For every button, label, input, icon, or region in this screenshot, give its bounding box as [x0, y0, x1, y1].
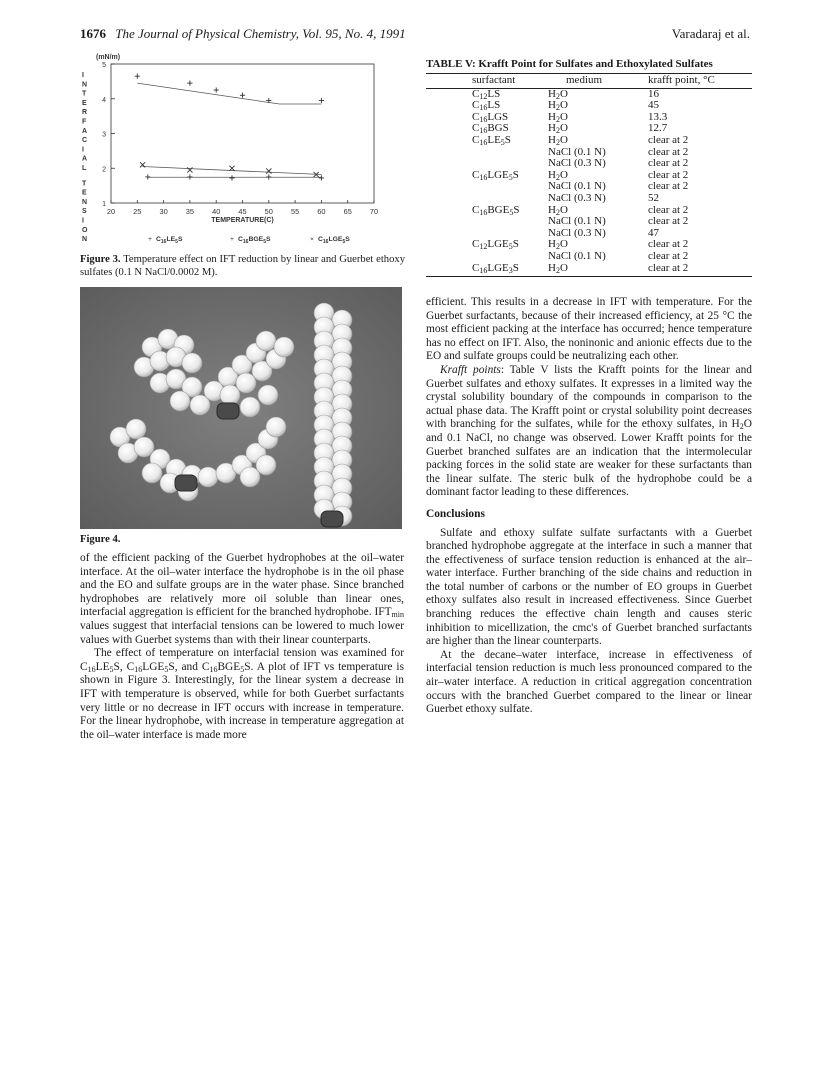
x-tick-label: 20: [106, 207, 116, 216]
legend-entry-C16LE5S: + $C_{16}LE_5S$: [148, 236, 183, 245]
model-atom-ball: [256, 455, 276, 475]
model-atom-ball: [258, 385, 278, 405]
model-atom-ball: [182, 353, 202, 373]
paragraph: Krafft points: Table V lists the Krafft points for the linear and Guerbet sulfates and ethoxy sulfates. It expresses in a limited way the crystal solubility boundary of the compounds in comparison to the actual phase data. The Krafft point or crystal solubility point decreases with branching for the sulfates, while for the ethoxy sulfates, in $H_2O$ and 0.1 NaCl, no change was observed. Lower Krafft points for the Guerbet branched sulfates are an indication that the intermolecular packing forces in the solid state are weaker for these surfactants than the linear sulfate. The steric bulk of the hydrophobe could be a dominant factor leading to these differences.: [426, 363, 752, 499]
y-axis-label-letter: I: [82, 217, 84, 225]
medium-cell: $H_2O$: [548, 263, 648, 277]
left-column-text: [80, 552, 404, 742]
y-tick-label: 1: [102, 201, 106, 208]
y-axis-label-letter: I: [82, 146, 84, 154]
data-point-C16BGE5S: [266, 174, 271, 179]
running-header: [80, 26, 750, 46]
model-atom-ball: [256, 331, 276, 351]
data-point-C16LGE5S: [266, 168, 271, 173]
data-point-C16LE5S: [135, 74, 140, 79]
x-axis-label: TEMPERATURE(C): [211, 217, 274, 224]
column-header: krafft point, °C: [648, 74, 752, 89]
krafft-point-cell: clear at 2: [648, 215, 689, 228]
table-caption: TABLE V: Krafft Point for Sulfates and Ethoxylated Sulfates: [426, 58, 713, 70]
paragraph: of the efficient packing of the Guerbet hydrophobes at the oil–water interface. At the oil–water interface the hydrophobe is in the oil phase and the EO and sulfate groups are in the water phase. Since branched hydrophobes are relatively more oil soluble than linear ones, interfacial aggregation is efficient for the branched hydrophobe. $IFT_{min}$ values suggest that interfacial tensions can be lowered to much lower values with Guerbet systems than with their linear counterparts.: [80, 552, 404, 646]
medium-cell: $H_2O$: [548, 238, 568, 252]
figure-4-photo: [80, 287, 402, 529]
y-axis-label-letter: R: [82, 109, 88, 117]
krafft-point-cell: clear at 2: [648, 238, 689, 251]
legend-entry-C16BGE5S: + $C_{16}BGE_5S$: [230, 236, 271, 245]
x-tick-label: 65: [343, 207, 352, 216]
y-axis-label-letter: T: [82, 180, 87, 188]
molecular-model-photo: [80, 287, 402, 529]
trend-line-C16LE5S: [137, 83, 321, 104]
surfactant-cell: $C_{16}LGE_3S$: [426, 263, 548, 277]
krafft-point-cell: 13.3: [648, 110, 668, 123]
data-point-C16LE5S: [319, 98, 324, 103]
krafft-point-cell: clear at 2: [648, 157, 689, 170]
figure-3-caption-label: Figure 3.: [80, 254, 121, 265]
table-row: [426, 216, 752, 228]
model-atom-ball: [274, 337, 294, 357]
krafft-point-cell: 52: [648, 191, 659, 204]
krafft-point-cell: clear at 2: [648, 133, 689, 146]
y-axis-label-letter: N: [82, 236, 88, 244]
journal-name: The Journal of Physical Chemistry, Vol. 95, No. 4, 1991: [115, 26, 406, 41]
medium-cell: NaCl (0.1 N): [548, 145, 606, 158]
table-row: [426, 158, 752, 170]
surfactant-cell: $C_{16}LGE_5S$: [472, 168, 519, 182]
page-number: 1676: [80, 26, 106, 41]
legend-entry-C16LGE5S: × $C_{16}LGE_5S$: [310, 236, 350, 245]
table-row: [426, 135, 752, 147]
surfactant-cell: $C_{16}LGS$: [472, 110, 509, 124]
figure-4-caption: Figure 4.: [80, 534, 121, 545]
krafft-point-table: [426, 73, 752, 277]
table-5: [426, 58, 752, 277]
model-atom-ball: [170, 391, 190, 411]
model-head-group: [217, 403, 239, 419]
y-tick-label: 4: [102, 96, 106, 104]
krafft-point-cell: clear at 2: [648, 249, 689, 262]
y-axis-label-letter: I: [82, 72, 84, 79]
y-axis-label-letter: N: [82, 81, 88, 89]
surfactant-cell: $C_{12}LGE_5S$: [472, 238, 519, 252]
paragraph: At the decane–water interface, increase in effectiveness of interfacial tension reduction is much less pronounced compared to the air–water interface. A reduction in critical aggregation concentration occurs with the branched Guerbet compared to the linear or linear Guerbet ethoxy sulfate.: [426, 648, 752, 716]
figure-3-caption-text: Temperature effect on IFT reduction by linear and Guerbet ethoxy sulfates (0.1 N NaCl/0.0002 M).: [80, 254, 405, 278]
medium-cell: NaCl (0.3 N): [548, 191, 606, 204]
medium-cell: $H_2O$: [548, 133, 568, 147]
surfactant-cell: [426, 251, 548, 263]
model-atom-ball: [240, 397, 260, 417]
medium-cell: NaCl (0.1 N): [548, 180, 606, 193]
data-point-C16BGE5S: [145, 174, 150, 179]
surfactant-cell: $C_{16}LE_5S$: [472, 133, 511, 147]
surfactant-cell: [426, 216, 548, 228]
x-tick-label: 70: [369, 207, 379, 216]
medium-cell: $H_2O$: [548, 203, 568, 217]
medium-cell: NaCl (0.1 N): [548, 215, 606, 228]
data-point-C16LGE5S: [229, 166, 234, 171]
surfactant-cell: [426, 158, 548, 170]
paragraph: efficient. This results in a decrease in IFT with temperature. For the Guerbet surfactants, because of their increased efficiency, at 25 °C the most efficient packing at the interface has occurred; hence temperature has no effect on IFT. Also, the noninonic and anionic effects due to the EO and sulfate groups could be neutralizing each other.: [426, 296, 752, 363]
medium-cell: NaCl (0.3 N): [548, 226, 606, 239]
surfactant-cell: [426, 193, 548, 205]
krafft-point-cell: clear at 2: [648, 180, 689, 193]
medium-cell: $H_2O$: [548, 168, 568, 182]
data-point-C16BGE5S: [229, 175, 234, 180]
y-axis-label-letter: L: [82, 165, 87, 172]
model-atom-ball: [142, 463, 162, 483]
model-head-group: [321, 511, 343, 527]
data-point-C16LE5S: [187, 81, 192, 86]
model-atom-ball: [198, 467, 218, 487]
table-row: [426, 193, 752, 205]
surfactant-cell: $C_{12}LS$: [472, 87, 501, 101]
figure-3-caption: [80, 254, 405, 279]
krafft-point-cell: 47: [648, 226, 659, 239]
section-heading-conclusions: Conclusions: [426, 507, 485, 520]
column-header: medium: [548, 74, 648, 89]
column-header: surfactant: [426, 74, 548, 89]
surfactant-cell: [426, 181, 548, 193]
y-tick-label: 2: [102, 166, 106, 174]
medium-cell: $H_2O$: [548, 87, 568, 101]
y-axis-label-letter: N: [82, 198, 88, 206]
krafft-point-cell: clear at 2: [648, 203, 689, 216]
y-tick-label: 5: [102, 62, 106, 69]
data-point-C16LGE5S: [187, 167, 192, 172]
y-tick-label: 3: [102, 131, 106, 139]
x-tick-label: 50: [264, 207, 273, 216]
x-tick-label: 45: [238, 207, 247, 216]
medium-cell: NaCl (0.3 N): [548, 157, 606, 170]
medium-cell: NaCl (0.1 N): [548, 249, 606, 262]
data-point-C16LE5S: [240, 93, 245, 98]
krafft-point-cell: clear at 2: [648, 168, 689, 181]
model-atom-ball: [126, 419, 146, 439]
krafft-point-cell: 45: [648, 99, 659, 112]
paragraph: The effect of temperature on interfacial tension was examined for $C_{16}LE_5S$, $C_{16}LGE_5S$, and $C_{16}BGE_5S$. A plot of IFT vs temperature is shown in Figure 3. Interestingly, for the linear system a decrease in IFT with temperature is observed, while for both Guerbet surfactants very little or no decrease in IFT occurs with increase in temperature. For the linear hydrophobe, with increase in temperature aggregation at the oil–water interface is made more: [80, 647, 404, 741]
surfactant-cell: $C_{16}BGS$: [472, 122, 509, 136]
krafft-point-cell: 12.7: [648, 122, 668, 135]
y-axis-label-letter: C: [82, 137, 88, 145]
y-axis-unit: (mN/m): [96, 54, 121, 61]
medium-cell: $H_2O$: [548, 110, 568, 124]
medium-cell: $H_2O$: [548, 99, 568, 113]
ift-temperature-plot: [78, 50, 408, 282]
y-axis-label-letter: O: [82, 226, 88, 234]
y-axis-label-letter: A: [82, 127, 88, 135]
y-axis-label-letter: F: [82, 118, 87, 126]
y-axis-label-letter: A: [82, 155, 88, 163]
y-axis-label-letter: E: [82, 99, 87, 107]
table-row: [426, 251, 752, 263]
paragraph: Sulfate and ethoxy sulfate sulfate surfactants with a Guerbet branched hydrophobe aggregate at the interface in such a manner that the effectiveness of surface tension reduction is enhanced at the air–water interface. Further branching of the side chains and reduction in the total number of carbons or the number of EO groups in Guerbet ethoxy sulfates also result in increased effectiveness. Since Guerbet branching reduces the effective chain length and causes steric inhibition to micellization, the cmc's of Guerbet branched surfactants are higher than the linear counterparts.: [426, 526, 752, 648]
figure-3-chart: [78, 50, 408, 282]
model-head-group: [175, 475, 197, 491]
x-tick-label: 30: [159, 207, 168, 216]
y-axis-label-letter: S: [82, 208, 87, 216]
data-point-C16BGE5S: [319, 175, 324, 180]
x-tick-label: 35: [185, 207, 195, 216]
table-row: [426, 263, 752, 277]
table-header-row: [426, 74, 752, 89]
right-column-text: [426, 296, 752, 717]
x-tick-label: 40: [212, 207, 221, 216]
medium-cell: $H_2O$: [548, 122, 568, 136]
data-point-C16BGE5S: [187, 174, 192, 179]
x-tick-label: 60: [317, 207, 326, 216]
model-atom-ball: [266, 417, 286, 437]
surfactant-cell: [426, 147, 548, 159]
y-axis-label-letter: T: [82, 90, 87, 98]
data-point-C16LE5S: [214, 87, 219, 92]
author-names: Varadaraj et al.: [671, 26, 750, 41]
krafft-point-cell: 16: [648, 87, 659, 100]
x-tick-label: 25: [133, 207, 142, 216]
krafft-point-cell: clear at 2: [648, 263, 752, 277]
surfactant-cell: $C_{16}BGE_5S$: [472, 203, 520, 217]
x-tick-label: 55: [290, 207, 300, 216]
surfactant-cell: $C_{16}LS$: [472, 99, 501, 113]
y-axis-label-letter: E: [82, 189, 87, 197]
krafft-point-cell: clear at 2: [648, 145, 689, 158]
